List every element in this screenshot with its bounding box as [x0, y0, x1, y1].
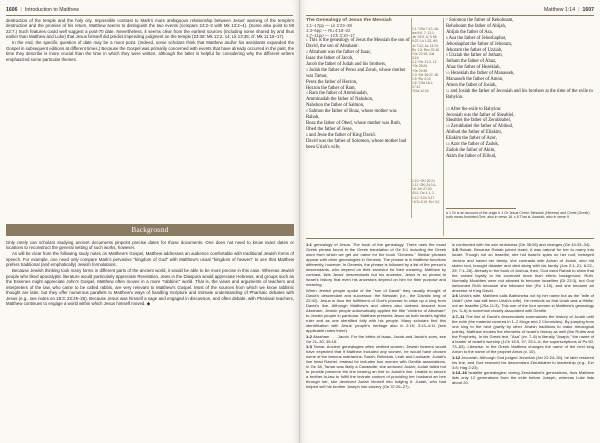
right-page-number: 1607 [582, 7, 594, 13]
verse-line [306, 68, 410, 80]
study-note-ref: 1:7–11 [452, 313, 465, 319]
cross-reference: ⁶Ge 25:26 [412, 64, 428, 69]
study-note-text: When Jewish people spoke of the "son of David" they usually thought of David's descendant and successor, the Messiah (i.e., the Davidic king of 22:42). Jesus is thus the fulfillment of God's promise to raise up a king from David's line. Although Matthew's and others also claimed descent from Abraham, Jewish people automatically applied the title "children of Abraham" to Jewish people in particular. Matthew presents Jesus as both Israel's rightful ruler and as one identified fully with his people. Many scholars find this identification with Jesus' people's heritage also in 2:15; 3:13–4:11 (see applicable notes there). [306, 287, 446, 334]
verse-text: Hezekiah the father of Manasseh, [450, 71, 515, 77]
parallel-ref: 1:7–11pp — 1Ch 3:10–17 [306, 33, 355, 39]
verse-number: 12 [446, 106, 450, 111]
verse-number: 4 [306, 91, 308, 96]
cross-reference: 1:10 ⁶2Ki 20:21 [412, 179, 435, 183]
verse-text: Jehoshaphat the father of Jehoram, [446, 41, 513, 47]
left-running-head-title: Introduction to Matthew [24, 7, 79, 13]
verse-text: Hezron the father of Ram, [306, 85, 356, 91]
verse-text: Zerubbabel the father of Abihud, [450, 124, 514, 130]
parallel-ref: 1:3–6pp — Ru 4:18–22 [306, 28, 351, 34]
running-head-separator: | [578, 7, 580, 13]
verse-text: and Josiah the father of Jeconiah and his brothers at the time of the exile to Babylon. [446, 88, 593, 100]
left-running-head [6, 5, 79, 15]
verse-text: Salmon the father of Boaz, whose mother was Rahab, [306, 109, 397, 121]
cross-reference: 1:11 ⁶2Ki 24:14–16; Jer 27:20; 40:1; Da 1:1, 2 [412, 183, 437, 196]
verse-text [446, 101, 447, 106]
study-note [452, 242, 594, 247]
section-title: The Genealogy of Jesus the Messiah [306, 18, 392, 23]
right-page [300, 0, 600, 443]
verse-number: 10 [446, 71, 450, 76]
study-notes-rule [306, 238, 594, 239]
cross-reference: ⁶2Sa 12:24 [412, 89, 429, 94]
verse-number: 2 [306, 50, 308, 55]
verse-text: Perez the father of Hezron, [306, 79, 358, 85]
verse-text: This is the genealogy of Jesus the Messiah the son of David, the son of Abraham: [306, 38, 410, 50]
verse-text: Amon the father of Josiah, [446, 82, 497, 88]
verse-text: Akim the father of Elihud, [446, 153, 497, 159]
verse-text: Uzziah the father of Jotham, [448, 53, 503, 59]
verse-text: David was the father of Solomon, whose mother had been Uriah's wife, [306, 138, 407, 150]
study-notes-column-2 [452, 242, 594, 386]
background-banner-title: Background [131, 226, 169, 234]
cross-reference: ⁶1Ch 3:19; Ezr 3:2 [412, 199, 440, 204]
verse-text: Zadok the father of Akim, [446, 147, 496, 153]
verse-number: 1 [306, 38, 308, 43]
study-note [452, 314, 594, 354]
study-note [452, 370, 594, 385]
verse-number: 13 [446, 124, 450, 129]
verse-text: Shealtiel the father of Zerubbabel, [446, 118, 512, 124]
verse-text: Jacob the father of Judah and his brothers, [306, 61, 387, 67]
intro-text [6, 18, 294, 63]
background-banner [6, 224, 294, 236]
study-note-ref: 1:1 [306, 242, 312, 247]
background-paragraph: Because Jewish thinking took many forms in different parts of the ancient world, it would be able to be more precise in this case. Whereas Jewish people who liked apocalyptic literature would particularly appreciate Revelation, Jews in the Diaspora would appreciate Hebrews, and groups such as the Essenes might appreciate John's Gospel, Matthew often moves in a more "rabbinic" world. That is, the views and arguments of teachers and interpreters of the law, who came to be called rabbis, are very relevant to Matthew's Gospel. Most of the sources from which we know rabbinic thought are later, but they offer numerous parallels to Matthew's ways of handling Scripture and intimate understanding of Pharisaic debates with Jesus (e.g., see notes on 19:3; 23:25–26). Because Jesus was himself a sage and engaged in discussion, and often debate, with Pharisaic teachers, Matthew continues to engage a world within which Jesus himself moved. ◆ [6, 268, 294, 306]
study-note-ref: 1:3 [306, 344, 312, 350]
verse-text: After the exile to Babylon: [450, 106, 502, 112]
study-note [452, 355, 594, 370]
study-note [306, 288, 446, 333]
verse-number: 11 [446, 88, 450, 93]
study-notes-column-1 [306, 242, 446, 390]
study-note [306, 242, 446, 287]
right-running-head [544, 5, 594, 15]
study-note-text: Abraham . . . Jacob. For the births of Isaac, Jacob and Jacob's sons, see Ge 21–30; 35:18. [306, 333, 446, 344]
cross-reference: 1:2 ⁶Ge 21:3, 12 [412, 60, 437, 65]
cross-references-bottom [412, 179, 440, 204]
verse-number: 8 [446, 35, 448, 40]
background-paragraph: As will be clear from the following study notes on Matthew's Gospel, Matthew addresses an audience comfortable with traditional Jewish forms of speech. For example, one need only compare Mark's pervasive "kingdom of God" with Matthew's usual "kingdom of heaven" to see that Matthew prefers traditional (and emphatically) Jewish formulations. [6, 251, 294, 268]
verse-text: Abihud the father of Eliakim, [446, 130, 503, 136]
study-note-ref: 1:12 [452, 354, 461, 360]
cross-references-top [412, 27, 440, 94]
verse-number: 14 [446, 142, 450, 147]
study-note-text: Tamar. Ancient genealogies often omitted women. Jewish hearers would have expected that if Matthew included any women, he would have chosen some of the famous matriarchs: Sarah, Rebekah, Leah and Louisade. Judah's line head Rachel. Instead he includes four women with Gentile associations. In Ge 38, Tamar was likely a Canaanite; she seduced Judah; Judah failed but to provide preserve the line bearing an heir to Judah's line. Unable to secure a brother-in-law to fulfill the levirate custom of providing her husband an heir through her, she deceived Judah himself into lodging it. Judah, who had helped sell his brother Joseph into slavery (Ge 37:26–27), [306, 344, 446, 390]
study-note-text: Rahab. Because Rahab joined Israel, it was natural for her to marry into Israel. Though not an Israelite, she hid Israel's spies on her roof, betrayed Jericho and saved her family; she contrasts with Achan of Judah, who hid stolen loot, brought disaster and died along with his family (Jos 2:1–21; 6:22–25; 7:1–26). Already in the book of Joshua, then, God used Rahab to show that the valued loyalty to his covenant more than ethnic background. Ruth. Normally Moabites were not allowed to become Israelites (Dt 23:3), but God welcomed Ruth because she followed him (Ru 1:16), and she became an ancestor of King David. [452, 247, 595, 293]
verse-number: 7 [446, 18, 448, 22]
study-note [306, 334, 446, 344]
left-head-rule [6, 15, 293, 16]
verse-text: Asa the father of Jehoshaphat, [448, 35, 507, 41]
verse-text: Ram the father of Amminadab, [308, 91, 368, 97]
study-note-text: Uriah's wife. Matthew calls Bathsheba not by her name but as the "wife of Uriah" (she had still been Uriah's wife). He reminds us that Uriah was a Hittite, not an Israelite (2Sa 11:3). This use of the four women in Matthew's genealogy (vv. 3–6) is somehow closely associated with Gentile. [452, 293, 594, 314]
cross-reference: 1:1 ⁶2Sa 7:12–16; Isa 9:6, 7; 11:1; Jer 23:5, 6; S Mt 9:27; Lk 1:32, 69; Jn 7:42; Ac 13:23; Ro 1:3; Rev 22:16 [412, 27, 439, 52]
left-page-number: 1606 [6, 7, 18, 13]
verse-text: Rehoboam the father of Abijah, [446, 23, 507, 29]
verse-text: Nahshon the father of Salmon, [306, 103, 365, 109]
verse-number: 5 [306, 109, 308, 114]
verse-line [446, 154, 594, 160]
verse-text: Amminadab the father of Nahshon, [306, 97, 374, 103]
study-note-ref: 1:13–16 [452, 370, 467, 376]
intro-paragraph: In the end, the specific question of date may be a moot point. (Indeed, some scholars think that Matthew and/or his assistants expanded the Gospel in subsequent editions at different times.) Because the Gospel was primarily concerned with events that have already occurred in the past, the time they describe is more crucial than the time in which they were written, although the latter is helpful for considering why the different writers emphasized some particular themes. [6, 40, 294, 62]
verse-text: Abraham was the father of Isaac, [308, 50, 372, 56]
study-note-text: The line of David's descendants summarizes the history of Judah until the exile (the material covered in 1–2 Kings and 2 Chronicles). By jumping from one king to the next (partly by other Jewish traditions to make theological points), Matthew evokes the elements of Israel's history as well (the Ruths and the Prophets). In his Greek text, "Asa" (vv. 7–8) is literally "Asaph," the name of a leader of Israel's worship (1Ch 16:5, 37; 25:1–6; the superscriptions of Ps 50, 73–83). Likewise, in the Greek Matthew changes the name of the next king Amon to the name of the prophet Amos (v. 10). [452, 313, 594, 355]
verse-number: 3 [306, 67, 308, 72]
verse-text: Boaz the father of Obed, whose mother was Ruth, [306, 120, 401, 126]
right-running-head-title: Matthew 1:14 [543, 7, 576, 13]
verse-list [446, 18, 594, 160]
intro-paragraph: destruction of the temple and the holy city. Impossible contrast to Mark's more ambiguous relationship between Jesus' warning of the temple's destruction and the promise of his return, Matthew seems to distinguish the two events (compare 24:2–3 with Mk 13:2–4). (Some also point to Mt 22:7.) Such features could well suggest a post-70 date. Nevertheless, it seems clear from the earliest sources (including some shared by and thus earlier than Matthew and Luke) that Jesus himself did predict impending judgment on the temple (23:38; Mk 13:2, 14; Lk 13:35; cf. Mk 11:15–17). [6, 18, 294, 40]
verse-list [306, 38, 410, 150]
verse-number: 6 [306, 132, 308, 137]
verse-text: Isaac the father of Jacob, [306, 56, 354, 61]
parallel-ref: 1:1–17pp — Lk 3:23–38 [306, 23, 352, 28]
verse-line [446, 89, 594, 101]
study-note-text: Israelite genealogies: during Zerubbabel's generations, thus Matthew lists only 12 generations from the exile before Joseph, whereas Luke lists about 20. [452, 370, 594, 386]
background-paragraph: Only rarely can scholars studying ancient documents pinpoint precise dates for those documents. One does not need to know exact dates or locations to reconstruct the general setting of such works, however. [6, 240, 294, 251]
right-head-rule [306, 15, 594, 16]
cross-reference: 1:3 ⁶Ge 38:27–30 [412, 72, 439, 77]
study-note-ref: 1:5 [452, 247, 458, 253]
running-head-separator: | [20, 7, 22, 13]
study-note [306, 344, 446, 389]
verse-text: Obed the father of Jesse, [306, 126, 353, 132]
verse-text: and Jesse the father of King David. [308, 132, 376, 138]
verse-text: Abijah the father of Asa, [446, 29, 493, 35]
verse-text: Jeconiah was the father of Shealtiel, [446, 112, 515, 118]
verse-text: Jotham the father of Ahaz, [446, 59, 497, 65]
cross-reference: ⁶Ge 22:18; Gal 3:16 [412, 51, 435, 61]
study-note-ref: 1:6 [452, 293, 458, 299]
background-text [6, 240, 294, 307]
scripture-column-2 [446, 18, 594, 160]
verse-number: 9 [446, 53, 448, 58]
verse-line [306, 38, 410, 50]
study-note-text: Jeconiah. Although God judged Jeconiah (Jer 22:24–30), he later restored his line, and God restored his descendant Zerubbabel to leadership (e.g., Ezr 3:8; Hag 2:23). [452, 354, 595, 370]
verse-line [306, 139, 410, 151]
study-note [452, 247, 594, 292]
verse-text: Azor the father of Zadok, [450, 142, 499, 148]
verse-text: Solomon the father of Rehoboam, [448, 18, 514, 23]
cross-reference: 1:5 ⁶Ru 4:13 [412, 76, 431, 81]
scripture-column-1 [306, 18, 410, 151]
verse-text: Manasseh the father of Amon, [446, 77, 504, 83]
verse-text: Ahaz the father of Hezekiah, [446, 65, 501, 71]
translation-footnotes: a 1 Or is an account of the origin b 1 Or Jesus Christ. Messiah (Hebrew) and Christ (Greek) both mean Anointed One; also in verse 18. c 8 That is, Azariah; also in verse 9 [446, 211, 590, 220]
cross-reference: 1:6 ⁶1Sa 16:1; 17:12 [412, 81, 434, 90]
cross-reference: 1:12 ⁶1Ch 3:17 [412, 195, 435, 200]
verse-text: Eliakim the father of Azor, [446, 136, 497, 142]
study-note [452, 293, 594, 313]
verse-line [306, 109, 410, 121]
study-note-ref: 1:2 [306, 333, 312, 339]
study-note-text: genealogy of Jesus. The book of the genealogy. There uses the exact Greek phrase found in the Greek translation of Ge 5:1 including the Greek word from which we get our name for the book "Genesis." Similar phrases appear with other genealogies in Genesis. The phrase is in Matthew functions differently, however. In Genesis, the phrase is followed by a list of the person's descendants, who depend on their ancestor for their meaning. Matthew by contrast, lists Jesus' descendants but his ancestor. Jesus is so pivotal to Israel's history that even his ancestors depend on him for their purpose and meaning. [306, 242, 447, 288]
cross-reference: ⁶Ge 29:35 [412, 68, 428, 73]
verse-text: Jehoram the father of Uzziah, [446, 47, 503, 53]
verse-text: Judah the father of Perez and Zerah, whose mother was Tamar, [306, 67, 406, 79]
study-note-text: is confronted with his own sinfulness (Ge 38:26) and changes (Ge 44:33–34). [452, 242, 591, 247]
column-rule [443, 18, 444, 236]
footnote-rule [446, 208, 516, 209]
